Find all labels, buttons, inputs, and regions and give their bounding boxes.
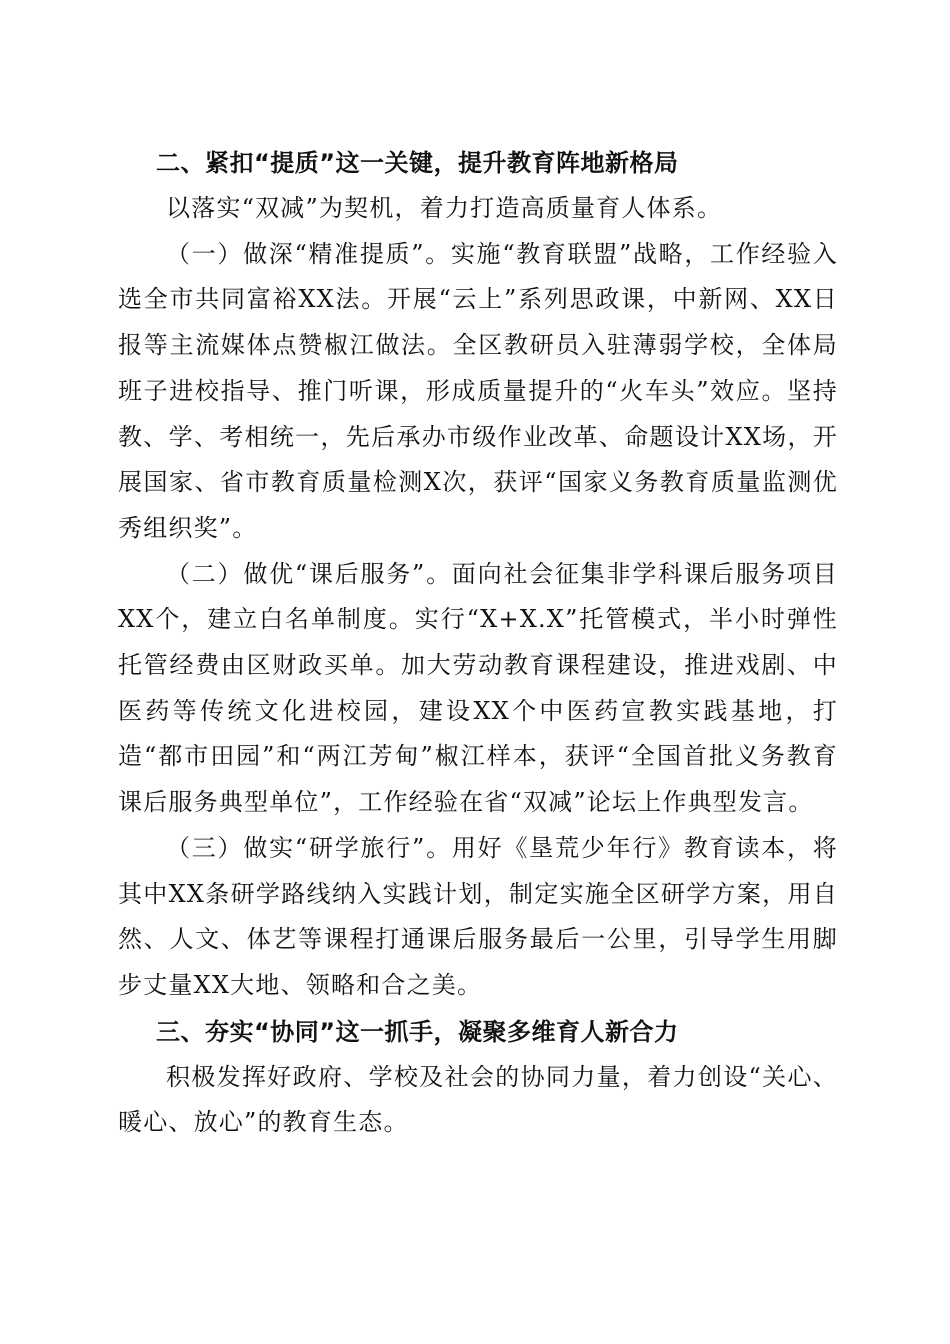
section-heading-2: 二、紧扣“提质”这一关键，提升教育阵地新格局 [156, 149, 679, 177]
section-2-intro: 以落实“双减”为契机，着力打造高质量育人体系。 [166, 194, 723, 222]
section-2-paragraph-2: （二）做优“课后服务”。面向社会征集非学科课后服务项目XX个，建立白名单制度。实行“X+X.X”托管模式，半小时弹性托管经费由区财政买单。加大劳动教育课程建设，推进戏剧、中医药等传统文化进校园，建设XX个中医药宣教实践基地，打造“都市田园”和“两江芳甸”椒江样本，获评“全国首批义务教育课后服务典型单位”，工作经验在省“双减”论坛上作典型发言。 [118, 559, 838, 817]
section-2-paragraph-3: （三）做实“研学旅行”。用好《垦荒少年行》教育读本，将其中XX条研学路线纳入实践计划，制定实施全区研学方案，用自然、人文、体艺等课程打通课后服务最后一公里，引导学生用脚步丈量XX大地、领略和合之美。 [118, 833, 838, 999]
section-3-intro: 积极发挥好政府、学校及社会的协同力量，着力创设“关心、暖心、放心”的教育生态。 [118, 1062, 838, 1137]
section-heading-3: 三、夯实“协同”这一抓手，凝聚多维育人新合力 [156, 1017, 679, 1046]
section-2-paragraph-1: （一）做深“精准提质”。实施“教育联盟”战略，工作经验入选全市共同富裕XX法。开展“云上”系列思政课，中新网、XX日报等主流媒体点赞椒江做法。全区教研员入驻薄弱学校，全体局班子进校指导、推门听课，形成质量提升的“火车头”效应。坚持教、学、考相统一，先后承办市级作业改革、命题设计XX场，开展国家、省市教育质量检测X次，获评“国家义务教育质量监测优秀组织奖”。 [118, 239, 838, 542]
document-page [118, 140, 838, 1146]
